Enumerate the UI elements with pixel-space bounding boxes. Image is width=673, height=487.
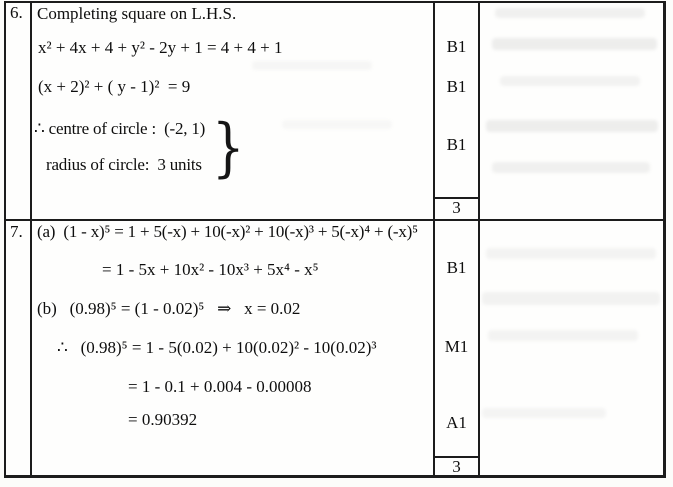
ink-bleed-smudge [282, 120, 392, 129]
q6-total-marks: 3 [452, 198, 461, 217]
q6-mark-b1-first: B1 [446, 37, 467, 56]
marks-column-right-divider [478, 3, 480, 475]
ink-bleed-smudge [500, 76, 640, 86]
marks-column-left-divider [433, 3, 435, 475]
question-column-divider [30, 3, 32, 475]
q6-grouping-brace: } [212, 111, 245, 185]
q6-working-line5: radius of circle: 3 units [46, 155, 202, 174]
q7-number: 7. [10, 222, 23, 241]
q7-total-marks: 3 [452, 457, 461, 476]
ink-bleed-smudge [482, 292, 660, 305]
q6-working-line4: ∴ centre of circle : (-2, 1) [34, 119, 206, 138]
q7-mark-b1: B1 [446, 258, 467, 277]
q6-mark-b1-second: B1 [446, 77, 467, 96]
q6-working-line1: Completing square on L.H.S. [37, 4, 237, 23]
ink-bleed-smudge [488, 330, 638, 341]
q7-working-line3: (b) (0.98)⁵ = (1 - 0.02)⁵ ⇒ x = 0.02 [37, 299, 301, 318]
ink-bleed-smudge [492, 162, 650, 173]
ink-bleed-smudge [486, 120, 658, 132]
row-divider-q6-q7 [6, 219, 663, 221]
ink-bleed-smudge [482, 408, 606, 418]
q6-mark-b1-third: B1 [446, 135, 467, 154]
q7-working-line6: = 0.90392 [128, 410, 198, 429]
q7-mark-m1: M1 [444, 337, 469, 356]
q6-number: 6. [10, 3, 23, 22]
q7-working-line4: ∴ (0.98)⁵ = 1 - 5(0.02) + 10(0.02)² - 10(0.02)³ [57, 338, 377, 357]
q6-working-line2: x² + 4x + 4 + y² - 2y + 1 = 4 + 4 + 1 [38, 38, 283, 57]
q7-working-line1: (a) (1 - x)⁵ = 1 + 5(-x) + 10(-x)² + 10(-x)³ + 5(-x)⁴ + (-x)⁵ [37, 222, 418, 241]
ink-bleed-smudge [486, 248, 656, 259]
ink-bleed-smudge [492, 38, 657, 50]
ink-bleed-smudge [495, 8, 645, 18]
q7-working-line2: = 1 - 5x + 10x² - 10x³ + 5x⁴ - x⁵ [102, 260, 319, 279]
q7-mark-a1: A1 [446, 413, 467, 432]
q6-working-line3: (x + 2)² + ( y - 1)² = 9 [38, 77, 191, 96]
mark-scheme-table [4, 1, 666, 478]
q7-working-line5: = 1 - 0.1 + 0.004 - 0.00008 [128, 377, 312, 396]
ink-bleed-smudge [252, 61, 372, 70]
